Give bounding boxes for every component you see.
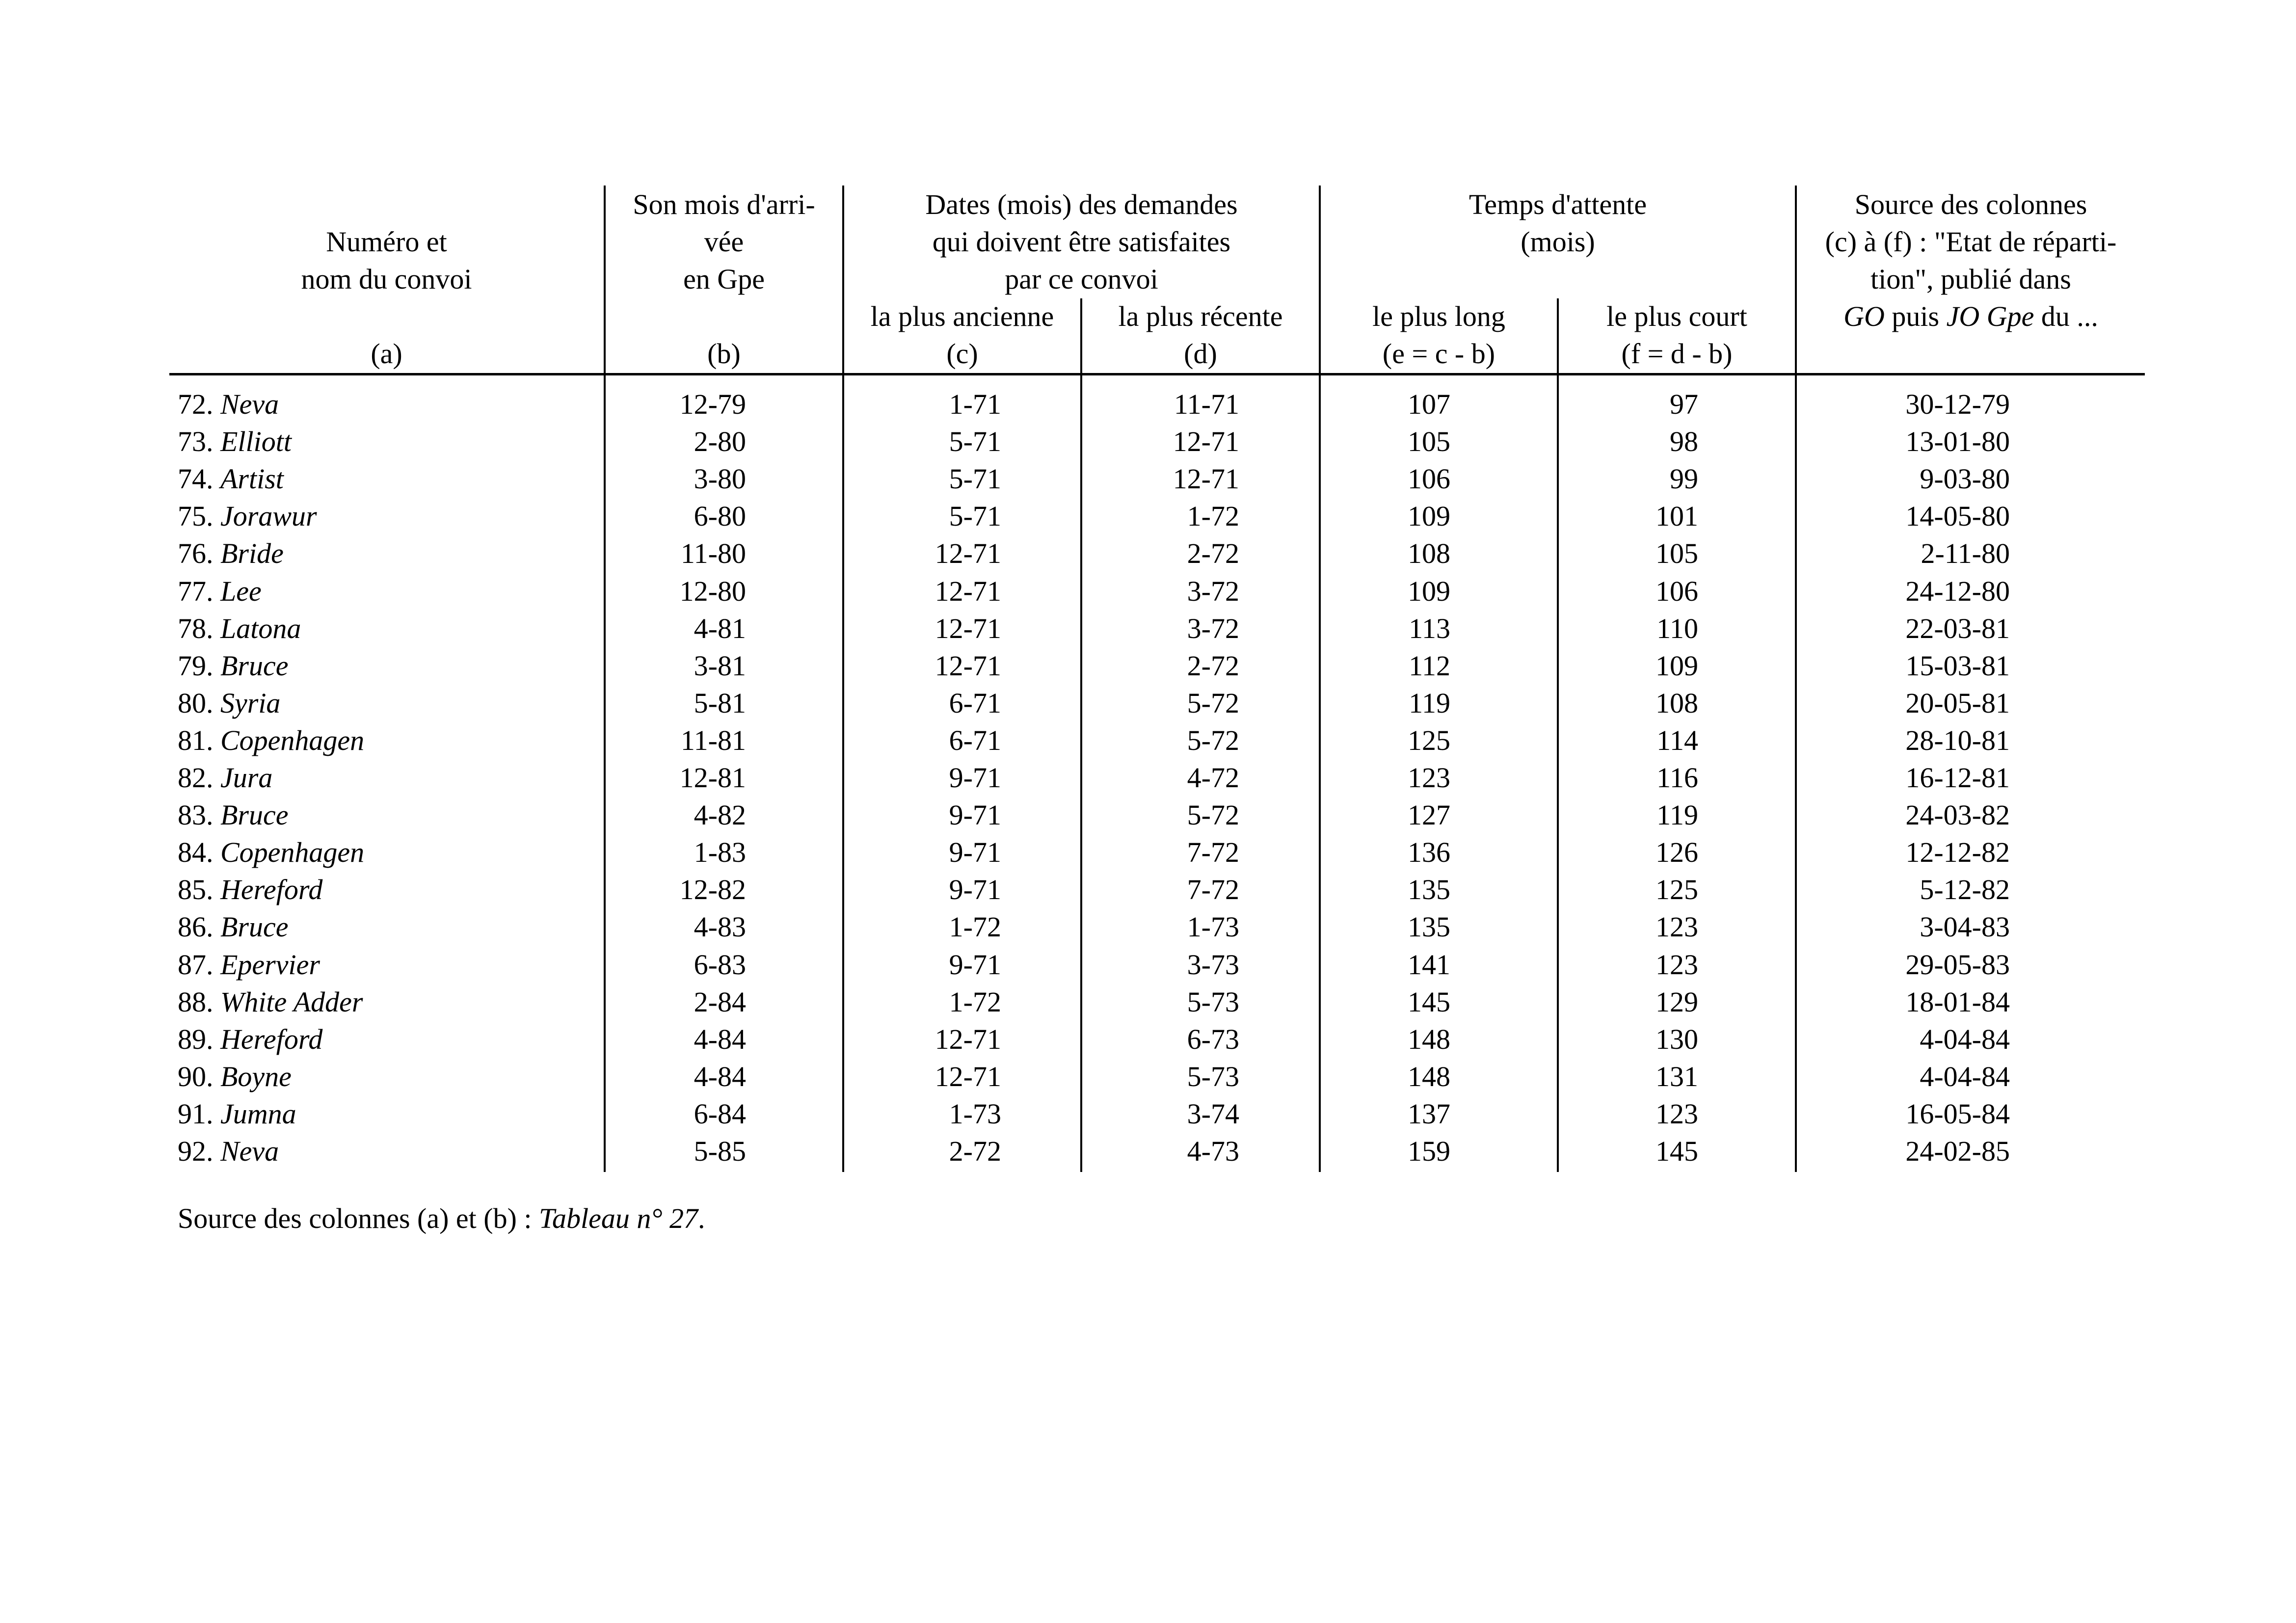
cell-e: 109 — [1408, 575, 1450, 607]
cell-c: 12-71 — [934, 575, 1001, 607]
cell-convoy: 73. Elliott — [178, 426, 292, 458]
cell-e: 119 — [1409, 687, 1450, 719]
cell-b: 6-80 — [694, 500, 746, 532]
cell-b: 4-82 — [694, 799, 746, 831]
header-c-line1: la plus ancienne — [870, 300, 1054, 332]
cell-d: 5-73 — [1187, 985, 1239, 1018]
cell-c: 5-71 — [949, 426, 1001, 458]
cell-d: 5-72 — [1187, 799, 1239, 831]
cell-e: 136 — [1408, 836, 1450, 869]
cell-d: 5-72 — [1187, 687, 1239, 719]
cell-d: 3-73 — [1187, 948, 1239, 981]
cell-f: 98 — [1670, 426, 1698, 458]
cell-f: 106 — [1655, 575, 1698, 607]
header-c-label: (c) — [946, 338, 978, 370]
cell-e: 106 — [1408, 463, 1450, 495]
cell-b: 3-80 — [694, 463, 746, 495]
cell-f: 97 — [1670, 388, 1698, 420]
header-b-line3: en Gpe — [683, 263, 765, 295]
cell-g: 18-01-84 — [1905, 985, 2010, 1018]
cell-f: 99 — [1670, 463, 1698, 495]
cell-g: 12-12-82 — [1905, 836, 2010, 869]
cell-g: 16-12-81 — [1905, 762, 2010, 794]
cell-convoy: 72. Neva — [178, 388, 279, 420]
cell-convoy: 84. Copenhagen — [178, 836, 365, 869]
cell-e: 108 — [1408, 537, 1450, 570]
cell-g: 4-04-84 — [1920, 1023, 2010, 1055]
header-col-f — [1559, 298, 1795, 372]
cell-convoy: 81. Copenhagen — [178, 724, 365, 756]
cell-c: 9-71 — [949, 948, 1001, 981]
cell-d: 11-71 — [1174, 388, 1239, 420]
cell-e: 145 — [1408, 985, 1450, 1018]
cell-f: 116 — [1656, 762, 1698, 794]
cell-f: 129 — [1655, 985, 1698, 1018]
cell-d: 2-72 — [1187, 537, 1239, 570]
cell-d: 6-73 — [1187, 1023, 1239, 1055]
cell-convoy: 80. Syria — [178, 687, 281, 719]
cell-g: 24-03-82 — [1905, 799, 2010, 831]
cell-e: 105 — [1408, 426, 1450, 458]
cell-f: 125 — [1655, 874, 1698, 906]
header-b-line2: vée — [704, 226, 744, 258]
header-cd-line2: qui doivent être satisfaites — [932, 226, 1231, 258]
header-ef-line1: Temps d'attente — [1468, 188, 1647, 220]
header-b-line1: Son mois d'arri- — [633, 188, 815, 220]
cell-e: 107 — [1408, 388, 1450, 420]
cell-f: 108 — [1655, 687, 1698, 719]
cell-d: 1-73 — [1187, 911, 1239, 943]
cell-b: 6-84 — [694, 1097, 746, 1130]
cell-f: 110 — [1656, 612, 1698, 644]
cell-g: 4-04-84 — [1920, 1060, 2010, 1092]
cell-convoy: 85. Hereford — [178, 874, 323, 906]
footnote: Source des colonnes (a) et (b) : Tableau n° 27. — [178, 1202, 705, 1234]
cell-c: 12-71 — [934, 612, 1001, 644]
cell-b: 12-79 — [679, 388, 746, 420]
cell-g: 13-01-80 — [1905, 426, 2010, 458]
header-d-line1: la plus récente — [1118, 300, 1283, 332]
header-a-line1: Numéro et — [326, 226, 447, 258]
header-ef-line2: (mois) — [1521, 226, 1595, 258]
cell-b: 12-81 — [679, 762, 746, 794]
cell-c: 12-71 — [934, 649, 1001, 682]
header-group-dates — [844, 186, 1319, 298]
cell-e: 148 — [1408, 1023, 1450, 1055]
cell-convoy: 79. Bruce — [178, 649, 289, 682]
cell-convoy: 90. Boyne — [178, 1060, 292, 1092]
header-col-a — [169, 223, 604, 372]
cell-e: 123 — [1408, 762, 1450, 794]
cell-convoy: 82. Jura — [178, 762, 273, 794]
cell-b: 3-81 — [694, 649, 746, 682]
cell-c: 1-73 — [949, 1097, 1001, 1130]
cell-g: 24-12-80 — [1905, 575, 2010, 607]
cell-d: 3-74 — [1187, 1097, 1239, 1130]
cell-g: 20-05-81 — [1905, 687, 2010, 719]
cell-c: 1-72 — [949, 911, 1001, 943]
cell-b: 5-85 — [694, 1135, 746, 1167]
cell-f: 114 — [1656, 724, 1698, 756]
cell-convoy: 86. Bruce — [178, 911, 289, 943]
cell-d: 3-72 — [1187, 612, 1239, 644]
cell-f: 101 — [1655, 500, 1698, 532]
cell-d: 12-71 — [1173, 463, 1239, 495]
cell-d: 3-72 — [1187, 575, 1239, 607]
header-g-line3: tion", publié dans — [1870, 263, 2071, 295]
cell-d: 4-72 — [1187, 762, 1239, 794]
cell-b: 2-84 — [694, 985, 746, 1018]
cell-c: 9-71 — [949, 799, 1001, 831]
cell-c: 6-71 — [949, 724, 1001, 756]
cell-d: 1-72 — [1187, 500, 1239, 532]
cell-c: 2-72 — [949, 1135, 1001, 1167]
header-g-line2: (c) à (f) : "Etat de réparti- — [1825, 226, 2117, 258]
cell-c: 9-71 — [949, 762, 1001, 794]
cell-b: 4-83 — [694, 911, 746, 943]
header-a-line2: nom du convoi — [301, 263, 472, 295]
cell-c: 6-71 — [949, 687, 1001, 719]
cell-convoy: 91. Jumna — [178, 1097, 296, 1130]
cell-g: 5-12-82 — [1920, 874, 2010, 906]
cell-d: 7-72 — [1187, 836, 1239, 869]
header-col-d — [1082, 298, 1319, 372]
cell-g: 9-03-80 — [1920, 463, 2010, 495]
header-rule — [169, 373, 2145, 375]
cell-f: 126 — [1655, 836, 1698, 869]
cell-d: 2-72 — [1187, 649, 1239, 682]
cell-d: 5-72 — [1187, 724, 1239, 756]
cell-convoy: 87. Epervier — [178, 948, 320, 981]
cell-f: 105 — [1655, 537, 1698, 570]
cell-e: 135 — [1408, 911, 1450, 943]
cell-b: 12-82 — [679, 874, 746, 906]
cell-b: 11-80 — [680, 537, 746, 570]
cell-c: 5-71 — [949, 500, 1001, 532]
cell-d: 5-73 — [1187, 1060, 1239, 1092]
cell-f: 123 — [1655, 1097, 1698, 1130]
header-cd-line1: Dates (mois) des demandes — [925, 188, 1238, 220]
cell-g: 3-04-83 — [1920, 911, 2010, 943]
cell-f: 123 — [1655, 948, 1698, 981]
cell-c: 1-71 — [949, 388, 1001, 420]
cell-g: 16-05-84 — [1905, 1097, 2010, 1130]
cell-g: 15-03-81 — [1905, 649, 2010, 682]
cell-g: 28-10-81 — [1905, 724, 2010, 756]
cell-convoy: 77. Lee — [178, 575, 262, 607]
cell-e: 109 — [1408, 500, 1450, 532]
cell-b: 5-81 — [694, 687, 746, 719]
cell-c: 12-71 — [934, 537, 1001, 570]
cell-c: 9-71 — [949, 836, 1001, 869]
header-e-label: (e = c - b) — [1382, 338, 1495, 370]
cell-d: 7-72 — [1187, 874, 1239, 906]
cell-convoy: 78. Latona — [178, 612, 301, 644]
cell-convoy: 89. Hereford — [178, 1023, 323, 1055]
cell-e: 112 — [1409, 649, 1450, 682]
cell-convoy: 74. Artist — [178, 463, 284, 495]
cell-b: 12-80 — [679, 575, 746, 607]
cell-g: 24-02-85 — [1905, 1135, 2010, 1167]
cell-b: 6-83 — [694, 948, 746, 981]
header-g-line4: GO puis JO Gpe du ... — [1843, 300, 2098, 332]
cell-convoy: 75. Jorawur — [178, 500, 317, 532]
cell-b: 4-84 — [694, 1023, 746, 1055]
cell-b: 4-81 — [694, 612, 746, 644]
header-b-label: (b) — [707, 338, 741, 370]
header-cd-line3: par ce convoi — [1005, 263, 1158, 295]
cell-e: 159 — [1408, 1135, 1450, 1167]
cell-c: 12-71 — [934, 1060, 1001, 1092]
cell-d: 12-71 — [1173, 426, 1239, 458]
header-f-label: (f = d - b) — [1621, 338, 1733, 370]
header-col-g — [1797, 186, 2145, 335]
header-e-line1: le plus long — [1372, 300, 1505, 332]
cell-convoy: 88. White Adder — [178, 985, 363, 1018]
cell-e: 148 — [1408, 1060, 1450, 1092]
cell-g: 2-11-80 — [1921, 537, 2010, 570]
header-group-wait — [1321, 186, 1795, 261]
cell-c: 12-71 — [934, 1023, 1001, 1055]
header-g-line1: Source des colonnes — [1854, 188, 2087, 220]
cell-b: 2-80 — [694, 426, 746, 458]
cell-f: 130 — [1655, 1023, 1698, 1055]
cell-b: 4-84 — [694, 1060, 746, 1092]
header-d-label: (d) — [1184, 338, 1217, 370]
header-f-line1: le plus court — [1606, 300, 1747, 332]
cell-e: 135 — [1408, 874, 1450, 906]
header-a-label: (a) — [371, 338, 402, 370]
cell-f: 119 — [1656, 799, 1698, 831]
cell-f: 123 — [1655, 911, 1698, 943]
cell-e: 125 — [1408, 724, 1450, 756]
cell-f: 145 — [1655, 1135, 1698, 1167]
cell-d: 4-73 — [1187, 1135, 1239, 1167]
cell-convoy: 76. Bride — [178, 537, 284, 570]
cell-convoy: 92. Neva — [178, 1135, 279, 1167]
cell-e: 113 — [1409, 612, 1450, 644]
cell-f: 131 — [1655, 1060, 1698, 1092]
header-col-e — [1321, 298, 1557, 372]
header-col-c — [844, 298, 1080, 372]
cell-g: 14-05-80 — [1905, 500, 2010, 532]
cell-c: 9-71 — [949, 874, 1001, 906]
cell-convoy: 83. Bruce — [178, 799, 289, 831]
cell-b: 1-83 — [694, 836, 746, 869]
cell-b: 11-81 — [680, 724, 746, 756]
cell-g: 29-05-83 — [1905, 948, 2010, 981]
cell-f: 109 — [1655, 649, 1698, 682]
cell-e: 137 — [1408, 1097, 1450, 1130]
header-col-b — [606, 186, 842, 372]
cell-e: 127 — [1408, 799, 1450, 831]
cell-g: 22-03-81 — [1905, 612, 2010, 644]
cell-e: 141 — [1408, 948, 1450, 981]
cell-g: 30-12-79 — [1905, 388, 2010, 420]
cell-c: 5-71 — [949, 463, 1001, 495]
cell-c: 1-72 — [949, 985, 1001, 1018]
